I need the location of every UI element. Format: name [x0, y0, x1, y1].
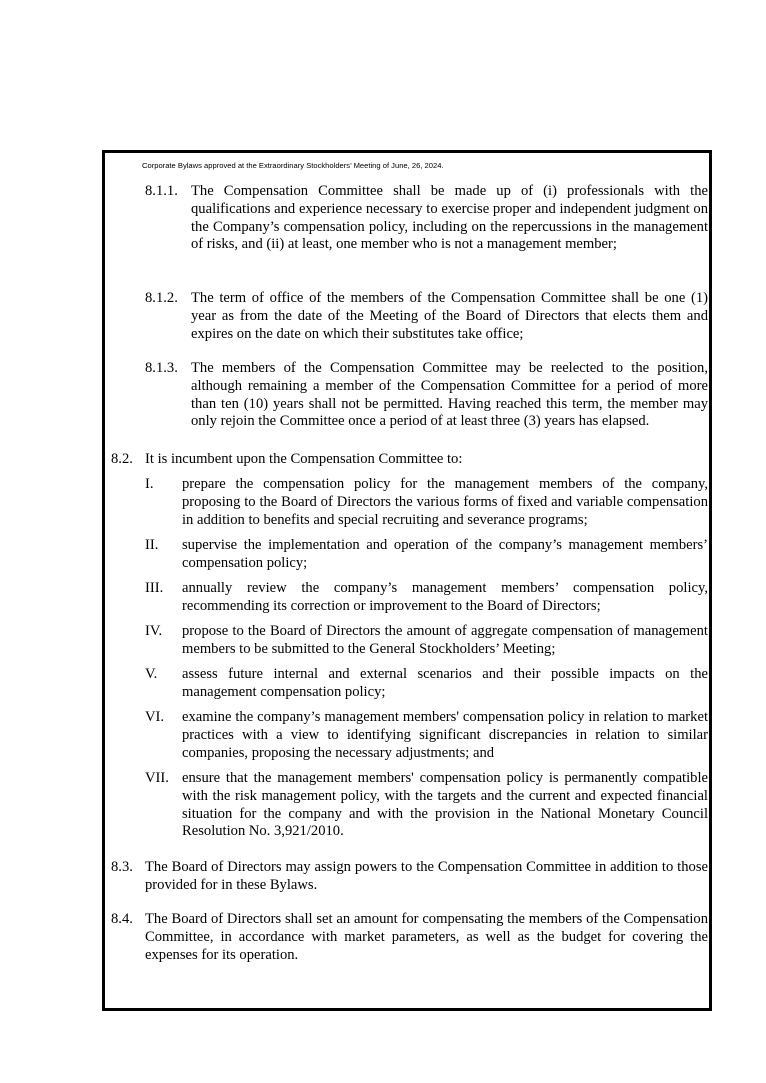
section-number: 8.3. — [111, 859, 133, 875]
list-item-text: annually review the company’s management members’ compensation policy, recommending its correction or improvement to the Board of Directors; — [182, 580, 708, 614]
section-text: The Board of Directors may assign powers to the Compensation Committee in addition to those provided for in these Bylaws. — [145, 859, 708, 893]
list-item-numeral: III. — [145, 580, 164, 596]
list-item-text: propose to the Board of Directors the amount of aggregate compensation of management members to be submitted to the General Stockholders’ Meeting; — [182, 623, 708, 657]
list-item-text: examine the company’s management members' compensation policy in relation to market practices with a view to identifying significant discrepancies in relation to similar companies, proposing the necessary adjustments; and — [182, 709, 708, 761]
list-item-numeral: I. — [145, 476, 154, 492]
section-number: 8.4. — [111, 911, 133, 927]
section-text: The Board of Directors shall set an amount for compensating the members of the Compensation Committee, in accordance with market parameters, as well as the budget for covering the expenses for its operation. — [145, 911, 708, 963]
list-item-numeral: VI. — [145, 709, 165, 725]
subsection-text: The members of the Compensation Committee may be reelected to the position, although remaining a member of the Compensation Committee for a period of more than ten (10) years shall not be permitted. Having reached this term, the member may only rejoin the Committee once a period of at least three (3) years has elapsed. — [191, 360, 708, 430]
list-item-numeral: VII. — [145, 770, 169, 786]
list-item-numeral: IV. — [145, 623, 163, 639]
subsection-number: 8.1.1. — [145, 183, 178, 199]
subsection-text: The term of office of the members of the Compensation Committee shall be one (1) year as from the date of the Meeting of the Board of Directors that elects them and expires on the date on which their substitutes take office; — [191, 290, 708, 342]
list-item-numeral: V. — [145, 666, 158, 682]
list-item-text: assess future internal and external scenarios and their possible impacts on the management compensation policy; — [182, 666, 708, 700]
subsection-text: The Compensation Committee shall be made up of (i) professionals with the qualifications and experience necessary to exercise proper and independent judgment on the Company’s compensation policy, including on the repercussions in the management of risks, and (ii) at least, one member who is not a management member; — [191, 183, 708, 253]
subsection-number: 8.1.2. — [145, 290, 178, 306]
document-header: Corporate Bylaws approved at the Extraordinary Stockholders’ Meeting of June, 26, 2024. — [142, 161, 444, 170]
section-number: 8.2. — [111, 451, 133, 467]
section-intro: It is incumbent upon the Compensation Committee to: — [145, 451, 463, 467]
list-item-numeral: II. — [145, 537, 159, 553]
list-item-text: supervise the implementation and operation of the company’s management members’ compensation policy; — [182, 537, 708, 571]
subsection-number: 8.1.3. — [145, 360, 178, 376]
list-item-text: ensure that the management members' compensation policy is permanently compatible with the risk management policy, with the targets and the current and expected financial situation for the company and with the provision in the National Monetary Council Resolution No. 3,921/2010. — [182, 770, 708, 840]
list-item-text: prepare the compensation policy for the management members of the company, proposing to the Board of Directors the various forms of fixed and variable compensation in addition to benefits and special recruiting and severance programs; — [182, 476, 708, 528]
